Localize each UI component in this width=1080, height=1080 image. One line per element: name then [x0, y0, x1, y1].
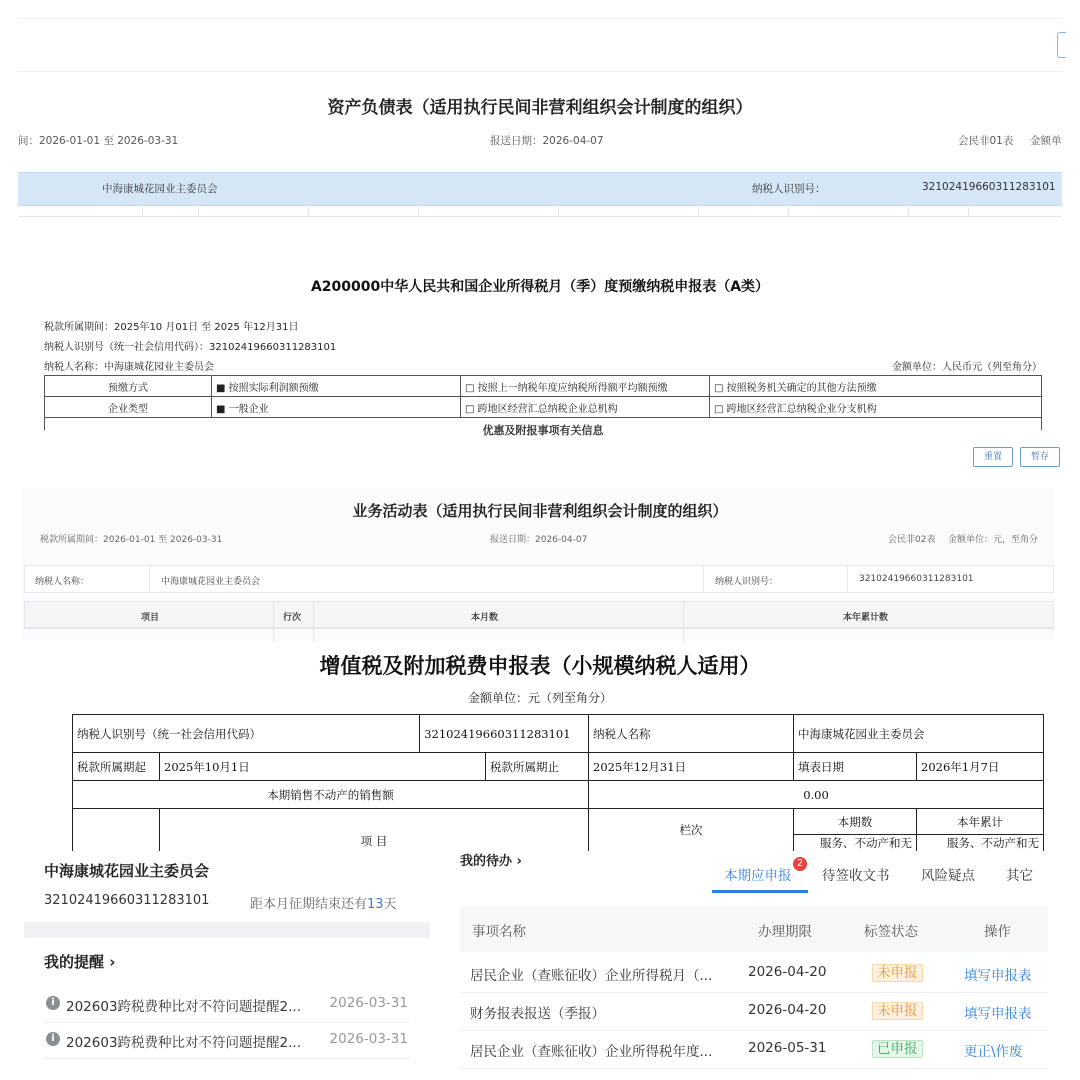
fill-date-value: 2026年1月7日 — [917, 753, 1044, 781]
form-number: 会民非01表 — [958, 135, 1014, 147]
tax-id-label: 纳税人识别号（统一社会信用代码） — [73, 715, 420, 753]
row-label: 预缴方式 — [45, 376, 212, 397]
option-cell[interactable]: ■ 按照实际利润额预缴 — [212, 376, 461, 397]
vat-title: 增值税及附加税费申报表（小规模纳税人适用） — [319, 653, 761, 678]
edge-button[interactable] — [1057, 32, 1066, 58]
unit-text: 金额单 — [1030, 135, 1062, 147]
tax-id-value: 32102419660311283101 — [420, 715, 589, 753]
option-cell[interactable]: ■ 一般企业 — [212, 397, 461, 418]
tax-id-label: 纳税人识别号： — [752, 183, 826, 195]
cut-off-row — [44, 417, 1042, 437]
item-deadline: 2026-04-20 — [748, 1002, 827, 1018]
dashboard-section — [0, 852, 1080, 1080]
name-line: 纳税人名称：中海康城花园业主委员会 — [44, 362, 214, 373]
activity-statement-section — [0, 480, 1080, 640]
page-title: 资产负债表（适用执行民间非营利组织会计制度的组织） — [327, 98, 753, 118]
item-name: 财务报表报送（季报） — [470, 1006, 605, 1022]
table-row — [460, 1030, 1048, 1069]
balance-sheet-section — [0, 0, 1080, 218]
col-month: 本月数 — [471, 613, 499, 623]
action-row — [0, 430, 1080, 480]
correct-void-link[interactable]: 更正\作废 — [964, 1044, 1023, 1060]
year-header: 本年累计 — [917, 809, 1044, 835]
a200000-section — [0, 218, 1080, 437]
taxpayer-row — [24, 565, 1054, 593]
countdown-prefix: 距本月征期结束还有 — [250, 897, 368, 912]
reminder-date: 2026-03-31 — [329, 995, 408, 1011]
info-icon: i — [46, 996, 60, 1010]
item-deadline: 2026-05-31 — [748, 1040, 827, 1056]
sub-column: 服务、不动产和无 — [917, 835, 1044, 852]
period-text: 税款所属期间：2026-01-01 至 2026-03-31 — [40, 535, 223, 545]
table-row — [45, 397, 1042, 418]
table-row — [45, 376, 1042, 397]
tab-other[interactable]: 其它 — [1006, 868, 1033, 884]
period-start-value: 2025年10月1日 — [160, 753, 486, 781]
name-value: 中海康城花园业主委员会 — [794, 715, 1044, 753]
status-badge: 未申报 — [872, 1002, 923, 1020]
period-start-label: 税款所属期起 — [73, 753, 160, 781]
sub-column: 服务、不动产和无 — [794, 835, 917, 852]
name-value: 中海康城花园业主委员会 — [161, 577, 261, 587]
tax-id-value: 32102419660311283101 — [859, 574, 974, 584]
reset-button[interactable]: 重置 — [973, 447, 1013, 467]
item-deadline: 2026-04-20 — [748, 964, 827, 980]
fill-date-label: 填表日期 — [794, 753, 917, 781]
item-name: 居民企业（查账征收）企业所得税月（... — [470, 968, 713, 984]
period-text: 间：2026-01-01 至 2026-03-31 — [18, 135, 179, 147]
vat-unit: 金额单位：元（列至角分） — [467, 691, 612, 705]
tax-id-value: 32102419660311283101 — [922, 181, 1056, 193]
tab-pending-documents[interactable]: 待签收文书 — [822, 868, 890, 884]
name-label: 纳税人名称： — [35, 577, 90, 587]
current-header: 本期数 — [794, 809, 917, 835]
line-header: 栏次 — [589, 809, 794, 852]
prepay-table — [44, 375, 1042, 418]
blank-cell — [73, 809, 160, 852]
countdown-days: 13 — [367, 897, 384, 912]
option-cell[interactable]: □ 按照上一纳税年度应纳税所得额平均额预缴 — [461, 376, 710, 397]
table-header-grid — [18, 204, 1062, 217]
status-badge: 已申报 — [872, 1040, 923, 1058]
form-title: A200000中华人民共和国企业所得税月（季）度预缴纳税申报表（A类） — [310, 279, 770, 295]
table-header — [24, 601, 1054, 629]
period-line: 税款所属期间：2025年10 月01日 至 2025 年12月31日 — [44, 322, 299, 333]
vat-form-section — [0, 640, 1080, 852]
unit-text: 金额单位：元，至角分 — [948, 535, 1039, 545]
org-name: 中海康城花园业主委员会 — [102, 183, 218, 195]
col-line: 行次 — [283, 613, 302, 623]
my-items-title[interactable]: 我的待办 › — [460, 854, 522, 869]
reminder-text: 202603跨税费种比对不符问题提醒2... — [66, 999, 301, 1015]
property-sales-value: 0.00 — [589, 781, 1044, 809]
table-row — [460, 992, 1048, 1031]
col-action: 操作 — [984, 924, 1011, 940]
active-tab-underline — [712, 890, 808, 893]
row-label: 企业类型 — [45, 397, 212, 418]
reminder-date: 2026-03-31 — [329, 1031, 408, 1047]
save-draft-button[interactable]: 暂存 — [1020, 447, 1060, 467]
col-status: 标签状态 — [864, 924, 918, 940]
taxpayer-info-bar — [18, 172, 1062, 206]
org-name: 中海康城花园业主委员会 — [44, 862, 210, 880]
reminder-item[interactable] — [44, 1022, 410, 1059]
period-end-value: 2025年12月31日 — [589, 753, 794, 781]
tax-id-line: 纳税人识别号（统一社会信用代码）：32102419660311283101 — [44, 342, 337, 353]
countdown-suffix: 天 — [383, 897, 397, 912]
col-item: 项目 — [141, 613, 160, 623]
reminder-text: 202603跨税费种比对不符问题提醒2... — [66, 1035, 301, 1051]
tab-current-filing[interactable]: 本期应申报 — [724, 868, 792, 884]
option-cell[interactable]: □ 按照税务机关确定的其他方法预缴 — [710, 376, 1042, 397]
table-row — [73, 781, 1044, 809]
fill-form-link[interactable]: 填写申报表 — [964, 968, 1032, 984]
col-deadline: 办理期限 — [758, 924, 812, 940]
item-name: 居民企业（查账征收）企业所得税年度... — [470, 1044, 713, 1060]
status-badge: 未申报 — [872, 964, 923, 982]
table-row — [460, 954, 1048, 993]
reminders-title[interactable]: 我的提醒 › — [44, 953, 116, 971]
option-cell[interactable]: □ 跨地区经营汇总纳税企业分支机构 — [710, 397, 1042, 418]
vat-table — [72, 714, 1044, 851]
unit-line: 金额单位：人民币元（列至角分） — [892, 362, 1042, 373]
tab-badge: 2 — [793, 857, 807, 871]
table-row — [73, 715, 1044, 753]
report-date-text: 报送日期：2026-04-07 — [490, 135, 604, 147]
todo-table-header — [460, 906, 1048, 952]
option-cell[interactable]: □ 跨地区经营汇总纳税企业总机构 — [461, 397, 710, 418]
report-date-text: 报送日期：2026-04-07 — [490, 535, 588, 545]
form-number: 会民非02表 — [888, 535, 936, 545]
property-sales-label: 本期销售不动产的销售额 — [73, 781, 589, 809]
col-year: 本年累计数 — [843, 613, 889, 623]
toolbar-strip — [18, 18, 1062, 72]
cut-off-text: 优惠及附报事项有关信息 — [482, 424, 604, 437]
col-item-name: 事项名称 — [472, 924, 526, 940]
fill-form-link[interactable]: 填写申报表 — [964, 1006, 1032, 1022]
period-end-label: 税款所属期止 — [486, 753, 589, 781]
deadline-countdown — [250, 893, 397, 912]
table-row — [73, 809, 1044, 835]
info-icon: i — [46, 1032, 60, 1046]
table-row — [73, 753, 1044, 781]
tax-id-label: 纳税人识别号： — [715, 577, 779, 587]
statement-title: 业务活动表（适用执行民间非营利组织会计制度的组织） — [352, 502, 728, 520]
reminder-item[interactable] — [44, 986, 410, 1023]
tax-id: 32102419660311283101 — [44, 893, 210, 908]
item-header: 项 目 — [160, 809, 589, 852]
tab-risk-issues[interactable]: 风险疑点 — [921, 868, 975, 884]
name-label: 纳税人名称 — [589, 715, 794, 753]
